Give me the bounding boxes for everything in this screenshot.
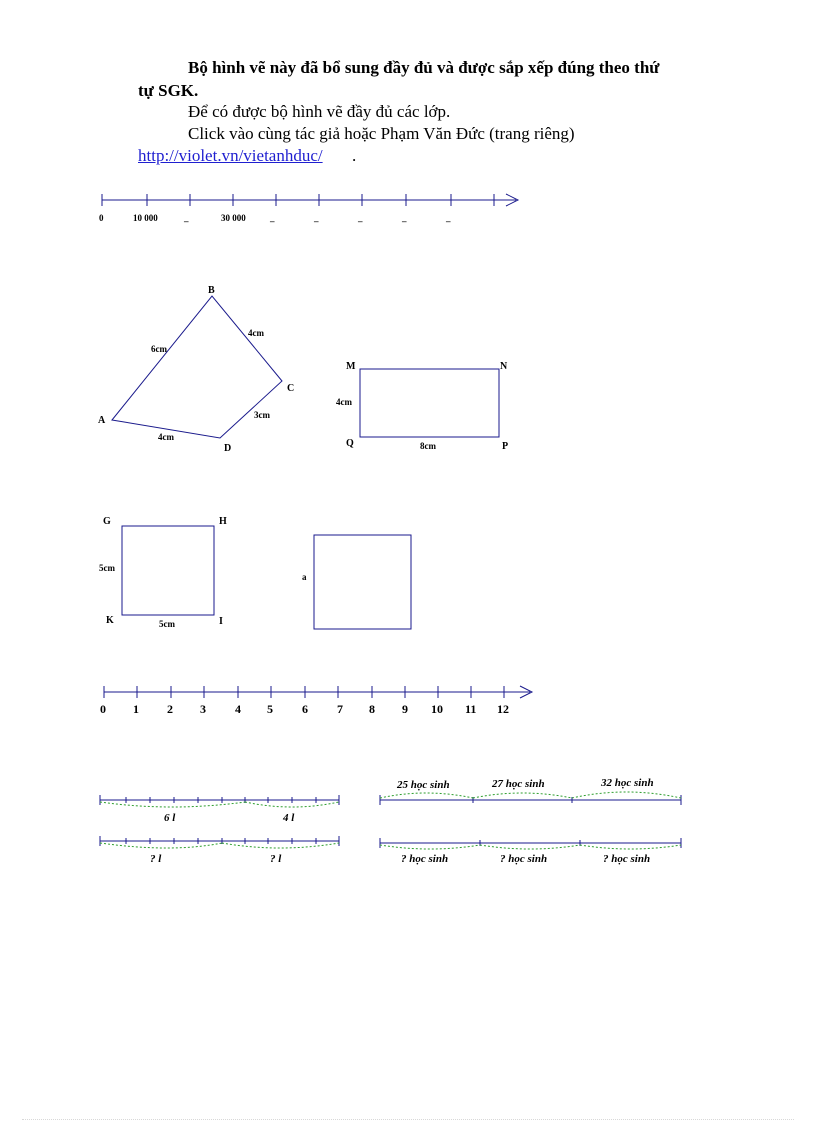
nl2-label: 5 <box>267 702 273 716</box>
vertex-d: D <box>224 443 232 454</box>
liters-top-left: 6 l <box>164 812 176 824</box>
number-line-2 <box>104 686 532 698</box>
nl1-label: _ <box>314 213 319 223</box>
intro-line-3: Để có được bộ hình vẽ đầy đủ các lớp. <box>188 102 451 121</box>
nl2-label: 11 <box>465 702 477 716</box>
vertex-c: C <box>287 383 295 394</box>
square1-side-left: 5cm <box>99 563 115 573</box>
nl2-label: 12 <box>497 702 509 716</box>
students-segment-bottom <box>380 838 681 848</box>
students-bottom-2: ? học sinh <box>500 853 548 865</box>
side-bc-label: 4cm <box>248 328 264 338</box>
square1-side-bottom: 5cm <box>159 619 175 629</box>
side-da-label: 4cm <box>158 432 174 442</box>
nl1-label: _ <box>270 213 275 223</box>
liters-top-right: 4 l <box>283 812 295 824</box>
intro-line-1: Bộ hình vẽ này đã bổ sung đầy đủ và được sắp xếp đúng theo thứ <box>188 58 660 77</box>
page-footer-divider <box>22 1119 794 1120</box>
nl2-label: 7 <box>337 702 343 716</box>
link-suffix: . <box>352 146 357 165</box>
nl2-label: 4 <box>235 702 241 716</box>
nl2-label: 0 <box>100 702 106 716</box>
author-link[interactable]: http://violet.vn/vietanhduc/ <box>138 146 323 165</box>
liters-segment-top <box>100 795 339 805</box>
students-bottom-3: ? học sinh <box>603 853 651 865</box>
students-segment-top <box>380 795 681 805</box>
nl2-label: 6 <box>302 702 308 716</box>
students-top-braces <box>380 792 681 798</box>
liters-bottom-braces <box>100 843 339 848</box>
nl2-label: 10 <box>431 702 443 716</box>
nl1-label: _ <box>402 213 407 223</box>
nl2-label: 3 <box>200 702 206 716</box>
nl1-label: _ <box>184 213 189 223</box>
vertex-m: M <box>346 361 356 372</box>
side-cd-label: 3cm <box>254 410 270 420</box>
nl1-label: _ <box>358 213 363 223</box>
number-line-1 <box>102 194 518 206</box>
students-top-1: 25 học sinh <box>397 779 450 791</box>
rectangle-mnpq <box>360 369 499 437</box>
liters-bottom-right: ? l <box>270 853 282 865</box>
nl1-label: 30 000 <box>221 213 246 223</box>
liters-top-braces <box>100 802 339 807</box>
vertex-i: I <box>219 616 223 627</box>
nl2-label: 2 <box>167 702 173 716</box>
students-top-3: 32 học sinh <box>601 777 654 789</box>
intro-line-2: tự SGK. <box>138 81 199 100</box>
students-top-2: 27 học sinh <box>492 778 545 790</box>
liters-bottom-left: ? l <box>150 853 162 865</box>
vertex-h: H <box>219 516 227 527</box>
nl1-label: _ <box>446 213 451 223</box>
nl2-label: 1 <box>133 702 139 716</box>
square-ghik <box>122 526 214 615</box>
square-a <box>314 535 411 629</box>
students-bottom-1: ? học sinh <box>401 853 449 865</box>
rect-width-label: 8cm <box>420 441 436 451</box>
nl2-label: 9 <box>402 702 408 716</box>
vertex-p: P <box>502 441 509 452</box>
vertex-q: Q <box>346 438 354 449</box>
vertex-b: B <box>208 285 215 296</box>
side-ab-label: 6cm <box>151 344 167 354</box>
nl1-label: 10 000 <box>133 213 158 223</box>
vertex-k: K <box>106 615 114 626</box>
vertex-n: N <box>500 361 508 372</box>
nl2-label: 8 <box>369 702 375 716</box>
rect-height-label: 4cm <box>336 397 352 407</box>
nl1-label: 0 <box>99 213 104 223</box>
liters-segment-bottom <box>100 836 339 846</box>
square2-side-label: a <box>302 572 307 582</box>
vertex-a: A <box>98 415 106 426</box>
intro-line-4: Click vào cùng tác giả hoặc Phạm Văn Đức (trang riêng) <box>188 124 575 143</box>
students-bottom-braces <box>380 845 681 849</box>
vertex-g: G <box>103 516 111 527</box>
